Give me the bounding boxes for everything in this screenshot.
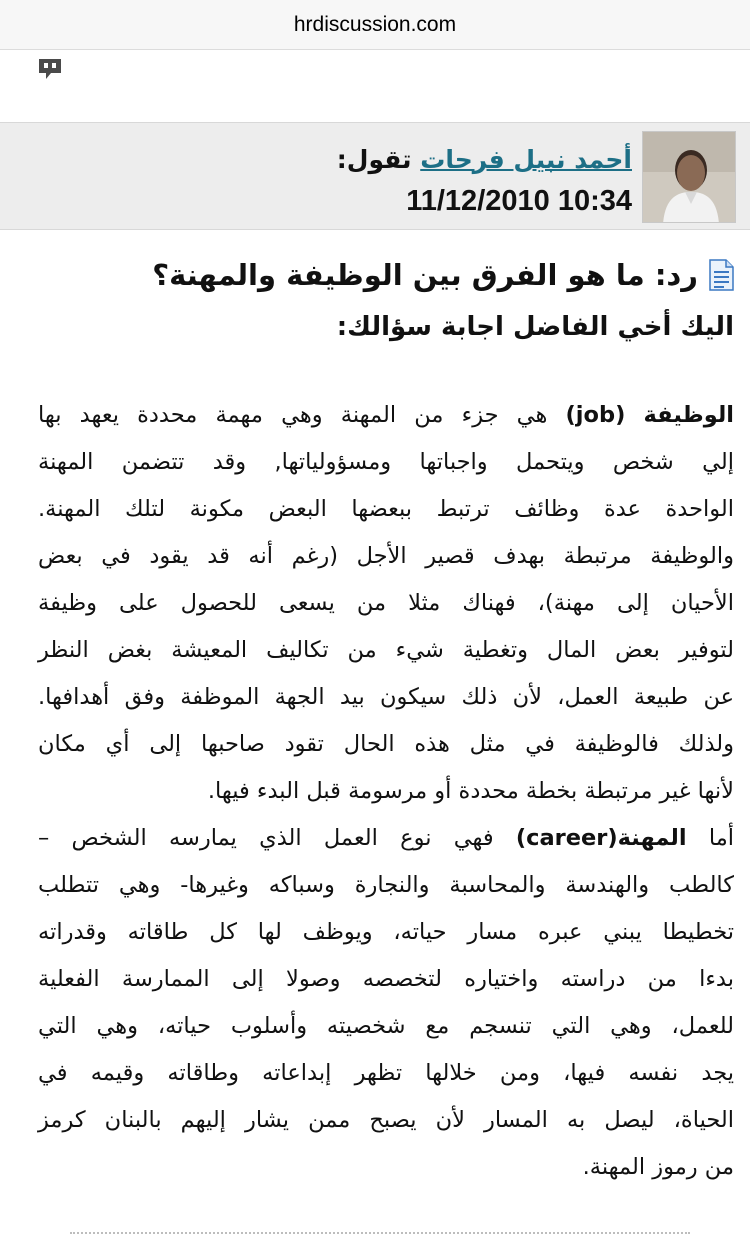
body-line: من رموز المهنة. bbox=[582, 1154, 734, 1180]
post-intro: اليك أخي الفاضل اجابة سؤالك: bbox=[336, 312, 734, 342]
post-title: رد: ما هو الفرق بين الوظيفة والمهنة؟ bbox=[152, 258, 698, 292]
author-says-label: تقول: bbox=[336, 145, 412, 174]
body-line: لتوفير بعض المال وتغطية شيء من تكاليف المعيشة بغض النظر bbox=[38, 637, 734, 663]
author-line bbox=[337, 145, 632, 174]
body-line: ولذلك فالوظيفة في مثل هذه الحال تقود صاحبها إلى أي مكان bbox=[38, 731, 734, 757]
body-line: لأنها غير مرتبطة بخطة محددة أو مرسومة قبل البدء فيها. bbox=[207, 778, 734, 804]
body-line: إلي شخص ويتحمل واجباتها ومسؤولياتها, وقد تتضمن المهنة bbox=[38, 449, 734, 475]
url-text: hrdiscussion.com bbox=[293, 12, 457, 36]
body-line: للعمل، وهي التي تنسجم مع شخصيته وأسلوب حياته، وهي التي bbox=[38, 1013, 734, 1039]
term-job-en: (job) bbox=[565, 402, 626, 428]
body-line: كالطب والهندسة والمحاسبة والنجارة وسباكه وغيرها- وهي تتطلب bbox=[38, 872, 734, 898]
term-career-en: (career) bbox=[515, 825, 618, 851]
body-text: فهي نوع العمل الذي يمارسه الشخص – bbox=[38, 825, 494, 851]
post-date: 11/12/2010 10:34 bbox=[406, 185, 632, 217]
post-title-row bbox=[38, 250, 734, 300]
post-separator bbox=[70, 1232, 690, 1234]
body-line: الواحدة عدة وظائف ترتبط ببعضها البعض مكونة لتلك المهنة. bbox=[38, 496, 734, 522]
body-line: بدءا من دراسته واختياره لتخصصه وصولا إلى الممارسة الفعلية bbox=[38, 966, 734, 992]
post-content bbox=[38, 250, 734, 1191]
quote-icon[interactable] bbox=[38, 58, 62, 80]
body-line bbox=[38, 815, 734, 862]
document-icon bbox=[708, 259, 734, 291]
term-career-ar: المهنة bbox=[617, 825, 687, 851]
body-line: والوظيفة مرتبطة بهدف قصير الأجل (رغم أنه قد يقود في بعض bbox=[38, 543, 734, 569]
post-header bbox=[0, 122, 750, 230]
body-line: يجد نفسه فيها، ومن خلالها تظهر إبداعاته وطاقاته وقيمه في bbox=[38, 1060, 734, 1086]
body-line bbox=[38, 392, 734, 439]
author-name-link[interactable]: أحمد نبيل فرحات bbox=[420, 145, 632, 174]
body-text: هي جزء من المهنة وهي مهمة محددة يعهد بها bbox=[38, 402, 548, 428]
browser-address-bar[interactable] bbox=[0, 0, 750, 50]
term-job-ar: الوظيفة bbox=[643, 402, 735, 428]
top-toolbar bbox=[0, 50, 750, 120]
body-line: الأحيان إلى مهنة)، فهناك مثلا من يسعى للحصول على وظيفة bbox=[38, 590, 734, 616]
body-line: تخطيطا يبني عبره مسار حياته، ويوظف لها كل طاقاته وقدراته bbox=[38, 919, 734, 945]
post-body bbox=[38, 392, 734, 1191]
body-line: الحياة، ليصل به المسار لأن يصبح ممن يشار إليهم بالبنان كرمز bbox=[38, 1107, 734, 1133]
body-text: أما bbox=[708, 825, 735, 851]
body-line: عن طبيعة العمل، لأن ذلك سيكون بيد الجهة الموظفة وفق أهدافها. bbox=[38, 684, 734, 710]
user-avatar[interactable] bbox=[642, 131, 736, 223]
